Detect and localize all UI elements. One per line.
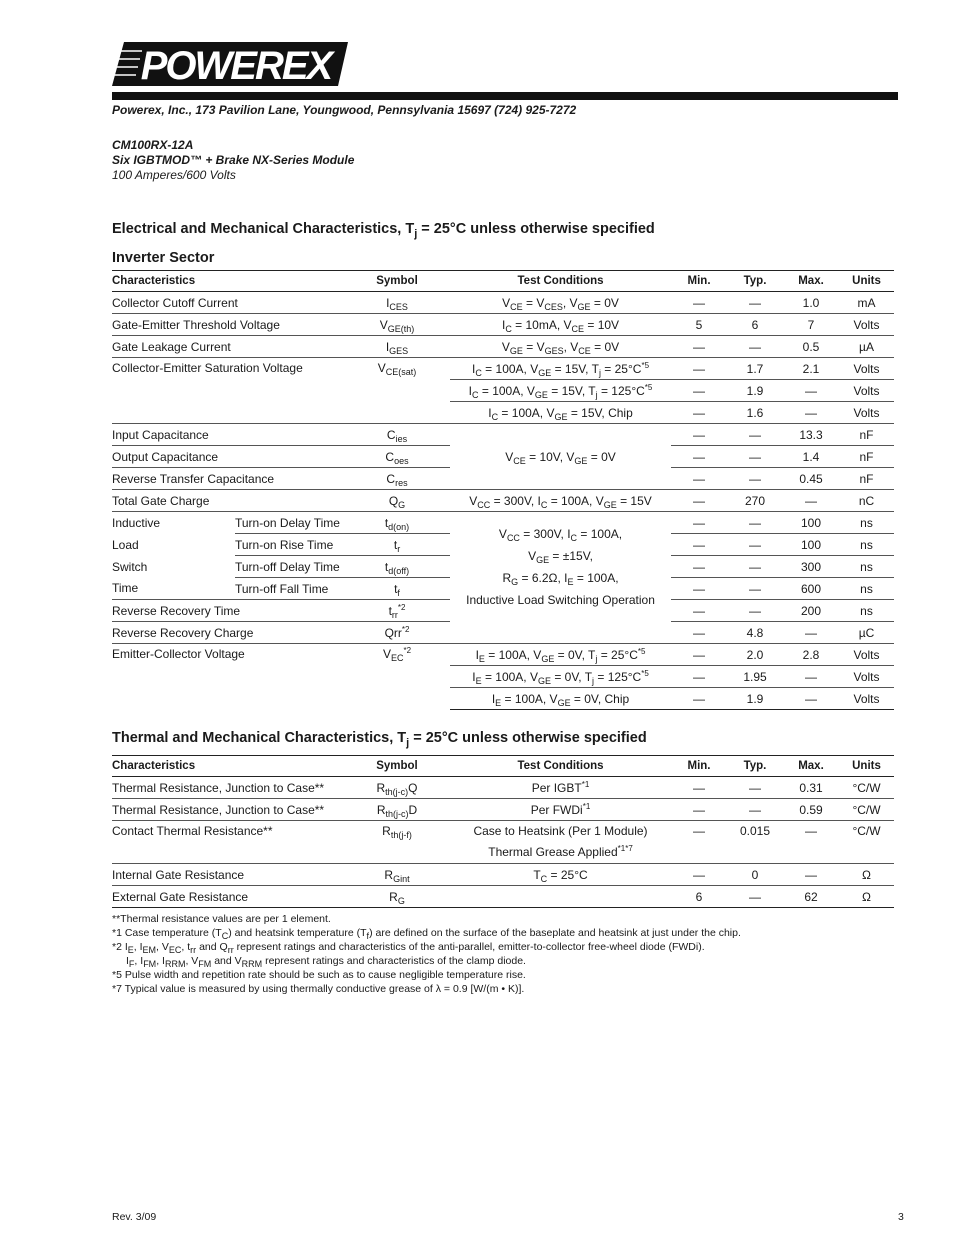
max-value: 13.3 [783, 424, 839, 446]
units: °C/W [839, 777, 894, 799]
symbol: $t_{d(off)}$ [344, 556, 450, 578]
typ-value: — [727, 424, 783, 446]
revision-label: Rev. 3/09 [112, 1211, 157, 1223]
units: Volts [839, 688, 894, 710]
symbol: $C_{ies}$ [344, 424, 450, 446]
max-value: 7 [783, 314, 839, 336]
typ-value: 1.7 [727, 358, 783, 380]
max-value: 600 [783, 578, 839, 600]
units: °C/W [839, 821, 894, 864]
units: Ω [839, 886, 894, 908]
units: nC [839, 490, 894, 512]
col-symbol: Symbol [344, 756, 450, 777]
min-value: 6 [671, 886, 727, 908]
typ-value: — [727, 468, 783, 490]
col-min: Min. [671, 756, 727, 777]
symbol: $t_{d(on)}$ [344, 512, 450, 534]
table-row [112, 314, 894, 336]
test-condition: $V_{CE} = V_{CES}$, $V_{GE} = 0V$ [450, 292, 671, 314]
symbol: $R_{th(j-c)}Q$ [344, 777, 450, 799]
typ-value: — [727, 799, 783, 821]
col-units: Units [839, 756, 894, 777]
characteristic: Turn-off Delay Time [235, 556, 344, 578]
min-value: — [671, 688, 727, 710]
min-value: — [671, 380, 727, 402]
table-row [112, 490, 894, 512]
col-max: Max. [783, 756, 839, 777]
characteristic: Collector-Emitter Saturation Voltage [112, 358, 344, 424]
typ-value: 270 [727, 490, 783, 512]
characteristic: Reverse Transfer Capacitance [112, 468, 344, 490]
units: nF [839, 424, 894, 446]
characteristic: Reverse Recovery Charge [112, 622, 344, 644]
typ-value: — [727, 534, 783, 556]
max-value: 2.8 [783, 644, 839, 666]
characteristic: Output Capacitance [112, 446, 344, 468]
characteristic: Total Gate Charge [112, 490, 344, 512]
test-condition: Per IGBT$^{*1}$ [450, 777, 671, 799]
symbol: $I_{CES}$ [344, 292, 450, 314]
footnote: *5 Pulse width and repetition rate should be such as to cause negligible temperature rise. [112, 969, 526, 981]
test-condition: Case to Heatsink (Per 1 Module) Thermal Grease Applied$^{*1*7}$ [450, 821, 671, 864]
symbol: Qrr$^{*2}$ [344, 622, 450, 644]
part-description: Six IGBTMOD™ + Brake NX-Series Module [112, 153, 355, 167]
col-units: Units [839, 271, 894, 292]
max-value: 2.1 [783, 358, 839, 380]
min-value: — [671, 292, 727, 314]
test-condition: $V_{GE} = V_{GES}$, $V_{CE} = 0V$ [450, 336, 671, 358]
switch-group-label: Switch [112, 559, 148, 574]
max-value: — [783, 821, 839, 864]
electrical-section-title: Electrical and Mechanical Characteristics, $T_j = 25^\circ C$ unless otherwise specified [112, 221, 655, 240]
characteristic: Contact Thermal Resistance** [112, 821, 344, 864]
max-value: 0.45 [783, 468, 839, 490]
min-value: — [671, 358, 727, 380]
test-condition [450, 886, 671, 908]
units: µC [839, 622, 894, 644]
characteristic: Collector Cutoff Current [112, 292, 344, 314]
table-row [112, 336, 894, 358]
table-row [112, 358, 894, 380]
typ-value: — [727, 886, 783, 908]
footnote: $I_F$, $I_{FM}$, $I_{RRM}$, $V_{FM}$ and $V_{RRM}$ represent ratings and characteristics of the clamp diode. [126, 955, 526, 969]
symbol: $t_{rr}^{*2}$ [344, 600, 450, 622]
min-value: — [671, 864, 727, 886]
units: ns [839, 512, 894, 534]
page-number: 3 [898, 1211, 904, 1223]
col-test-conditions: Test Conditions [450, 271, 671, 292]
electrical-characteristics-table [112, 270, 894, 710]
units: µA [839, 336, 894, 358]
max-value: 100 [783, 512, 839, 534]
typ-value: — [727, 512, 783, 534]
symbol: $I_{GES}$ [344, 336, 450, 358]
test-condition: $V_{CC} = 300V$, $I_C = 100A$, $V_{GE} = 15V$ [450, 490, 671, 512]
max-value: — [783, 622, 839, 644]
symbol: $R_{Gint}$ [344, 864, 450, 886]
units: Volts [839, 644, 894, 666]
switching-test-condition: $V_{CC} = 300V$, $I_C = 100A$, $V_{GE} = \pm 15V$, $R_G = 6.2\Omega$, $I_E = 100A$, Inductive Load Switching Operation [466, 526, 655, 607]
table-row [112, 864, 894, 886]
test-condition: $I_C = 100A$, $V_{GE} = 15V$, $T_j = 125^\circ C^{*5}$ [450, 380, 671, 402]
typ-value: — [727, 336, 783, 358]
thermal-section-title: Thermal and Mechanical Characteristics, $T_j = 25^\circ C$ unless otherwise specified [112, 730, 647, 749]
inverter-sector-title: Inverter Sector [112, 250, 215, 266]
units: nF [839, 446, 894, 468]
test-condition: $I_E = 100A$, $V_{GE} = 0V$, Chip [450, 688, 671, 710]
max-value: — [783, 380, 839, 402]
test-condition: $I_C = 100A$, $V_{GE} = 15V$, Chip [450, 402, 671, 424]
col-typ: Typ. [727, 756, 783, 777]
min-value: — [671, 666, 727, 688]
typ-value: — [727, 578, 783, 600]
typ-value: 0.015 [727, 821, 783, 864]
max-value: — [783, 864, 839, 886]
table-row [112, 886, 894, 908]
symbol: $Q_G$ [344, 490, 450, 512]
typ-value: 6 [727, 314, 783, 336]
symbol: $C_{oes}$ [344, 446, 450, 468]
max-value: 0.59 [783, 799, 839, 821]
max-value: 0.31 [783, 777, 839, 799]
max-value: — [783, 402, 839, 424]
col-max: Max. [783, 271, 839, 292]
typ-value: 0 [727, 864, 783, 886]
min-value: — [671, 556, 727, 578]
characteristic: Internal Gate Resistance [112, 864, 344, 886]
units: Volts [839, 380, 894, 402]
min-value: — [671, 534, 727, 556]
symbol: $V_{GE(th)}$ [344, 314, 450, 336]
characteristic: Turn-on Delay Time [235, 512, 344, 534]
characteristic: Emitter-Collector Voltage [112, 647, 245, 661]
symbol: $R_{th(j-c)}D$ [344, 799, 450, 821]
footnotes [112, 912, 741, 996]
typ-value: — [727, 600, 783, 622]
max-value: — [783, 490, 839, 512]
col-typ: Typ. [727, 271, 783, 292]
min-value: — [671, 622, 727, 644]
table-row [112, 799, 894, 821]
typ-value: — [727, 292, 783, 314]
test-condition: Per FWDi$^{*1}$ [450, 799, 671, 821]
units: ns [839, 578, 894, 600]
part-number: CM100RX-12A [112, 138, 194, 152]
test-condition: $V_{CE} = 10V$, $V_{GE} = 0V$ [450, 424, 671, 490]
table-row [112, 777, 894, 799]
footnote: **Thermal resistance values are per 1 element. [112, 913, 331, 925]
part-rating: 100 Amperes/600 Volts [112, 168, 236, 182]
powerex-logo [112, 42, 348, 86]
typ-value: 1.9 [727, 688, 783, 710]
col-characteristics: Characteristics [112, 271, 344, 292]
max-value: 0.5 [783, 336, 839, 358]
min-value: — [671, 336, 727, 358]
typ-value: 1.6 [727, 402, 783, 424]
test-condition: $I_C = 100A$, $V_{GE} = 15V$, $T_j = 25^\circ C^{*5}$ [450, 358, 671, 380]
min-value: — [671, 600, 727, 622]
min-value: — [671, 446, 727, 468]
switch-group-label: Inductive [112, 515, 161, 530]
thermal-characteristics-table [112, 755, 894, 908]
switch-group-label: Time [112, 578, 235, 600]
logo-text: POWEREX [140, 44, 332, 86]
table-header-row [112, 271, 894, 292]
max-value: 200 [783, 600, 839, 622]
min-value: — [671, 424, 727, 446]
col-symbol: Symbol [344, 271, 450, 292]
max-value: 62 [783, 886, 839, 908]
min-value: — [671, 777, 727, 799]
min-value: — [671, 644, 727, 666]
characteristic: Reverse Recovery Time [112, 600, 344, 622]
characteristic: External Gate Resistance [112, 886, 344, 908]
switch-group-label: Load [112, 537, 139, 552]
units: Ω [839, 864, 894, 886]
min-value: — [671, 578, 727, 600]
min-value: — [671, 512, 727, 534]
symbol: $V_{EC}^{*2}$ [382, 646, 412, 663]
units: Volts [839, 402, 894, 424]
typ-value: — [727, 446, 783, 468]
max-value: — [783, 666, 839, 688]
table-header-row [112, 756, 894, 777]
min-value: — [671, 821, 727, 864]
typ-value: 1.9 [727, 380, 783, 402]
table-row [112, 512, 894, 534]
units: Volts [839, 666, 894, 688]
max-value: 300 [783, 556, 839, 578]
max-value: — [783, 688, 839, 710]
units: nF [839, 468, 894, 490]
table-row [112, 424, 894, 446]
footnote: *2 $I_E$, $I_{EM}$, $V_{EC}$, $t_{rr}$ and $Q_{rr}$ represent ratings and characteristics of the anti-parallel, emitter-to-collector free-wheel diode (FWDi). [112, 941, 705, 955]
min-value: — [671, 402, 727, 424]
units: ns [839, 534, 894, 556]
units: ns [839, 600, 894, 622]
units: Volts [839, 314, 894, 336]
test-condition: $I_E = 100A$, $V_{GE} = 0V$, $T_j = 25^\circ C^{*5}$ [450, 644, 671, 666]
symbol: $t_r$ [344, 534, 450, 556]
symbol: $t_f$ [344, 578, 450, 600]
typ-value: — [727, 556, 783, 578]
table-row [112, 292, 894, 314]
units: ns [839, 556, 894, 578]
units: Volts [839, 358, 894, 380]
table-row [112, 821, 894, 864]
test-condition: $I_E = 100A$, $V_{GE} = 0V$, $T_j = 125^\circ C^{*5}$ [450, 666, 671, 688]
characteristic: Turn-on Rise Time [235, 534, 344, 556]
symbol: $V_{CE(sat)}$ [344, 358, 450, 424]
min-value: — [671, 490, 727, 512]
footnote: *7 Typical value is measured by using thermally conductive grease of λ = 0.9 [W/(m • K)]. [112, 983, 525, 995]
min-value: — [671, 468, 727, 490]
max-value: 1.4 [783, 446, 839, 468]
characteristic: Turn-off Fall Time [235, 578, 344, 600]
characteristic: Thermal Resistance, Junction to Case** [112, 777, 344, 799]
symbol: $R_G$ [344, 886, 450, 908]
units: °C/W [839, 799, 894, 821]
footnote: *1 Case temperature $(T_C)$ and heatsink temperature $(T_f)$ are defined on the surface of the baseplate and heatsink at just under the chip. [112, 927, 741, 941]
test-condition: $T_C = 25^\circ C$ [450, 864, 671, 886]
test-condition: $I_C = 10mA$, $V_{CE} = 10V$ [450, 314, 671, 336]
max-value: 1.0 [783, 292, 839, 314]
typ-value: — [727, 777, 783, 799]
company-address: Powerex, Inc., 173 Pavilion Lane, Youngwood, Pennsylvania 15697 (724) 925-7272 [112, 103, 577, 117]
col-min: Min. [671, 271, 727, 292]
typ-value: 1.95 [727, 666, 783, 688]
characteristic: Input Capacitance [112, 424, 344, 446]
min-value: — [671, 799, 727, 821]
symbol: $C_{res}$ [344, 468, 450, 490]
characteristic: Thermal Resistance, Junction to Case** [112, 799, 344, 821]
characteristic: Gate Leakage Current [112, 336, 344, 358]
characteristic: Gate-Emitter Threshold Voltage [112, 314, 344, 336]
max-value: 100 [783, 534, 839, 556]
symbol: $R_{th(j-f)}$ [344, 821, 450, 864]
col-characteristics: Characteristics [112, 756, 344, 777]
typ-value: 2.0 [727, 644, 783, 666]
typ-value: 4.8 [727, 622, 783, 644]
units: mA [839, 292, 894, 314]
min-value: 5 [671, 314, 727, 336]
table-row [112, 644, 894, 666]
col-test-conditions: Test Conditions [450, 756, 671, 777]
header-rule [112, 92, 898, 100]
